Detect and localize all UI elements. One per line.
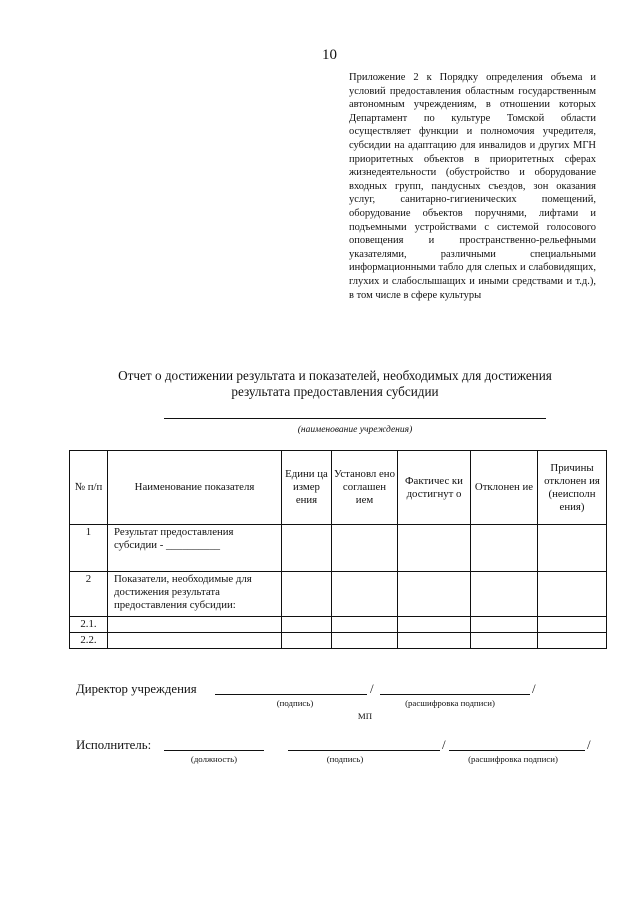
table-row xyxy=(70,572,607,617)
row-number: 2.1. xyxy=(70,617,108,633)
report-table xyxy=(69,450,607,649)
row-indicator-name xyxy=(108,633,282,649)
executor-decoding-caption: (расшифровка подписи) xyxy=(468,754,558,764)
director-label: Директор учреждения xyxy=(76,682,197,696)
report-title-line-1: Отчет о достижении результата и показателей, необходимых для достижения xyxy=(118,368,552,383)
cell-agreed xyxy=(332,617,398,633)
cell-reasons xyxy=(538,617,607,633)
seal-mark: МП xyxy=(357,711,373,721)
cell-deviation xyxy=(471,617,538,633)
appendix-note: Приложение 2 к Порядку определения объема и условий предоставления областным государственным автономным учреждениям, в отношении которых Департамент по культуре Томской области осуществляет функции и полномочия учредителя, субсидии на адаптацию для инвалидов и других МГН приоритетных объектов в приоритетных сферах жизнедеятельности (обустройство и оборудование входных групп, пандусных съездов, зон оказания услуг, санитарно-гигиенических помещений, оборудование объектов поручнями, лифтами и подъемными устройствами с системой голосового оповещения и пространственно-рельефными указателями, различными специальными информационными табло для слепых и слабовидящих, глухих и слабослышащих и иными средствами и т.д.), в том числе в сфере культуры xyxy=(349,72,596,301)
executor-slash-1: / xyxy=(442,737,446,752)
director-decoding-caption: (расшифровка подписи) xyxy=(405,698,495,708)
table-row xyxy=(70,633,607,649)
institution-name-caption: (наименование учреждения) xyxy=(297,425,413,435)
executor-decoding-line xyxy=(449,738,585,751)
cell-reasons xyxy=(538,633,607,649)
report-title-line-2: результата предоставления субсидии xyxy=(231,383,439,399)
cell-agreed xyxy=(332,633,398,649)
header-unit: Едини ца измер ения xyxy=(282,451,332,525)
cell-unit xyxy=(282,617,332,633)
header-indicator-name: Наименование показателя xyxy=(108,451,282,525)
executor-slash-2: / xyxy=(587,737,591,752)
header-actual: Фактичес ки достигнут о xyxy=(398,451,471,525)
report-title xyxy=(70,368,600,399)
row-number: 2 xyxy=(70,572,108,617)
cell-deviation xyxy=(471,572,538,617)
executor-position-line xyxy=(164,738,264,751)
institution-name-line xyxy=(164,408,546,419)
page-number: 10 xyxy=(322,47,337,63)
header-number: № п/п xyxy=(70,451,108,525)
executor-position-caption: (должность) xyxy=(190,754,238,764)
header-agreed: Установл ено соглашен ием xyxy=(332,451,398,525)
row-indicator-name xyxy=(108,617,282,633)
table-row xyxy=(70,617,607,633)
director-decoding-line xyxy=(380,682,530,695)
cell-agreed xyxy=(332,525,398,572)
director-slash-2: / xyxy=(532,681,536,696)
executor-signature-line xyxy=(288,738,440,751)
row-number: 2.2. xyxy=(70,633,108,649)
cell-reasons xyxy=(538,572,607,617)
cell-actual xyxy=(398,633,471,649)
cell-actual xyxy=(398,617,471,633)
director-signature-line xyxy=(215,682,367,695)
cell-reasons xyxy=(538,525,607,572)
row-indicator-name: Результат предоставления субсидии - __________ xyxy=(108,525,282,572)
director-slash-1: / xyxy=(370,681,374,696)
cell-unit xyxy=(282,633,332,649)
cell-deviation xyxy=(471,525,538,572)
table-row xyxy=(70,525,607,572)
header-reasons: Причины отклонен ия (неисполн ения) xyxy=(538,451,607,525)
cell-unit xyxy=(282,525,332,572)
cell-deviation xyxy=(471,633,538,649)
row-indicator-name: Показатели, необходимые для достижения результата предоставления субсидии: xyxy=(108,572,282,617)
director-signature-caption: (подпись) xyxy=(276,698,314,708)
header-deviation: Отклонен ие xyxy=(471,451,538,525)
cell-actual xyxy=(398,572,471,617)
cell-agreed xyxy=(332,572,398,617)
executor-signature-caption: (подпись) xyxy=(326,754,364,764)
table-header-row xyxy=(70,451,607,525)
cell-unit xyxy=(282,572,332,617)
cell-actual xyxy=(398,525,471,572)
row-number: 1 xyxy=(70,525,108,572)
executor-label: Исполнитель: xyxy=(76,738,152,752)
